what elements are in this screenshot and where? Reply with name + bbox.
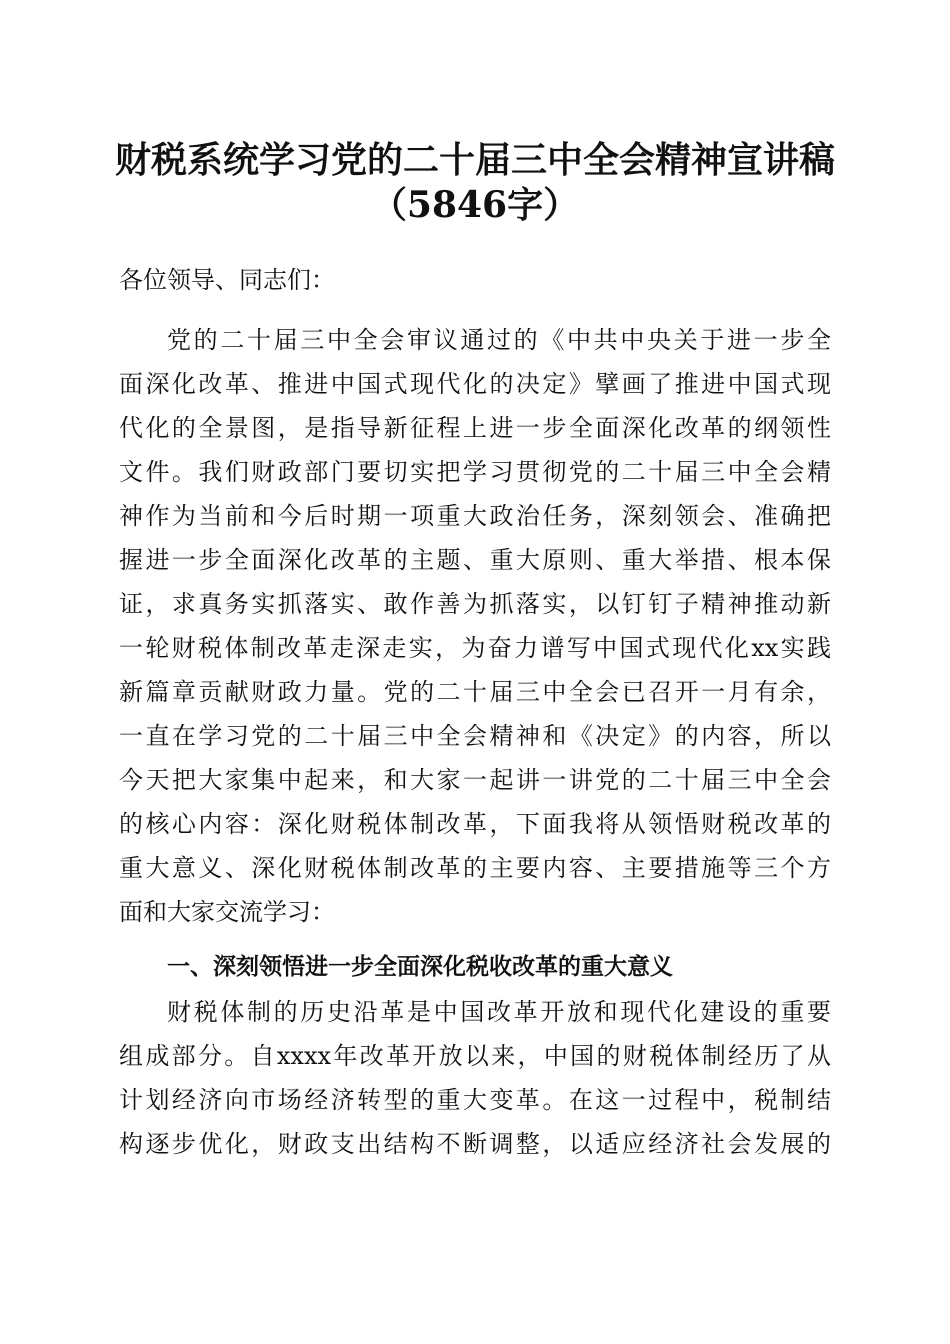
paragraph-line: 面深化改革、推进中国式现代化的决定》擘画了推进中国式现 bbox=[119, 370, 831, 398]
document-word-count: （5846字） bbox=[370, 184, 580, 226]
paragraph-line: 神作为当前和今后时期一项重大政治任务，深刻领会、准确把 bbox=[119, 502, 831, 530]
paragraph-line: 构逐步优化，财政支出结构不断调整，以适应经济社会发展的 bbox=[119, 1130, 831, 1158]
paragraph-line: 组成部分。自xxxx年改革开放以来，中国的财税体制经历了从 bbox=[119, 1042, 831, 1070]
paragraph-intro bbox=[119, 318, 831, 934]
paragraph-line: 财税体制的历史沿革是中国改革开放和现代化建设的重要 bbox=[167, 998, 831, 1026]
paragraph-line: 证，求真务实抓落实、敢作善为抓落实，以钉钉子精神推动新 bbox=[119, 590, 831, 618]
paragraph-line: 计划经济向市场经济转型的重大变革。在这一过程中，税制结 bbox=[119, 1086, 831, 1114]
section-heading: 一、深刻领悟进一步全面深化税收改革的重大意义 bbox=[167, 954, 673, 980]
paragraph-line: 今天把大家集中起来，和大家一起讲一讲党的二十届三中全会 bbox=[119, 766, 831, 794]
paragraph-line: 一轮财税体制改革走深走实，为奋力谱写中国式现代化xx实践 bbox=[119, 634, 831, 662]
paragraph-line: 重大意义、深化财税体制改革的主要内容、主要措施等三个方 bbox=[119, 854, 831, 882]
paragraph-line: 代化的全景图，是指导新征程上进一步全面深化改革的纲领性 bbox=[119, 414, 831, 442]
paragraph-line: 一直在学习党的二十届三中全会精神和《决定》的内容，所以 bbox=[119, 722, 831, 750]
document-title: 财税系统学习党的二十届三中全会精神宣讲稿 bbox=[114, 139, 835, 181]
paragraph-history bbox=[119, 990, 831, 1166]
paragraph-line: 握进一步全面深化改革的主题、重大原则、重大举措、根本保 bbox=[119, 546, 831, 574]
paragraph-line: 党的二十届三中全会审议通过的《中共中央关于进一步全 bbox=[167, 326, 831, 354]
paragraph-line: 新篇章贡献财政力量。党的二十届三中全会已召开一月有余， bbox=[119, 678, 831, 706]
salutation: 各位领导、同志们： bbox=[119, 266, 335, 294]
paragraph-line: 的核心内容：深化财税体制改革，下面我将从领悟财税改革的 bbox=[119, 810, 831, 838]
paragraph-line: 文件。我们财政部门要切实把学习贯彻党的二十届三中全会精 bbox=[119, 458, 831, 486]
paragraph-line: 面和大家交流学习： bbox=[119, 898, 335, 926]
